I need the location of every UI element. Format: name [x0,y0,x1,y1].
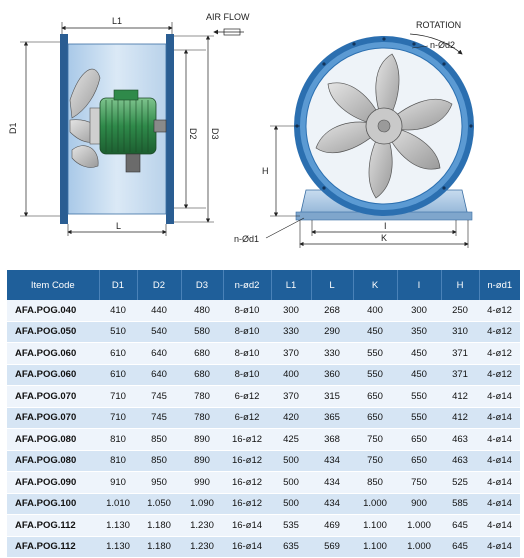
cell-d2: 440 [137,300,181,321]
cell-l1: 300 [271,300,311,321]
header-item-code: Item Code [7,270,99,300]
cell-n-d2: 16-ø12 [223,493,271,515]
cell-n-d1: 4-ø14 [479,536,520,558]
cell-n-d1: 4-ø14 [479,515,520,537]
cell-l: 268 [311,300,353,321]
cell-n-d2: 16-ø14 [223,536,271,558]
cell-l1: 500 [271,493,311,515]
cell-n-d2: 16-ø12 [223,472,271,494]
cell-d3: 1.230 [181,515,223,537]
cell-l1: 425 [271,429,311,451]
table-row [7,321,520,343]
cell-n-d1: 4-ø14 [479,450,520,472]
cell-d3: 580 [181,321,223,343]
cell-k: 750 [353,429,397,451]
cell-n-d1: 4-ø12 [479,321,520,343]
dim-d2-label: D2 [188,128,198,140]
cell-n-d1: 4-ø14 [479,386,520,408]
cell-n-d1: 4-ø12 [479,343,520,365]
cell-d3: 890 [181,450,223,472]
cell-n-d2: 6-ø12 [223,386,271,408]
cell-d2: 1.050 [137,493,181,515]
cell-d3: 780 [181,386,223,408]
table-row [7,493,520,515]
cell-item-code: AFA.POG.060 [7,343,99,365]
cell-h: 585 [441,493,479,515]
cell-item-code: AFA.POG.050 [7,321,99,343]
cell-l: 315 [311,386,353,408]
table-row [7,536,520,558]
cell-n-d2: 16-ø12 [223,450,271,472]
cell-d1: 710 [99,407,137,429]
cell-item-code: AFA.POG.070 [7,386,99,408]
cell-d1: 710 [99,386,137,408]
cell-i: 550 [397,386,441,408]
cell-h: 412 [441,407,479,429]
dim-k-label: K [381,233,388,243]
cell-d3: 680 [181,364,223,386]
dim-l-label: L [116,221,122,231]
cell-item-code: AFA.POG.040 [7,300,99,321]
cell-d1: 1.130 [99,515,137,537]
header-n-d1: n-ød1 [479,270,520,300]
cell-d3: 990 [181,472,223,494]
cell-l1: 330 [271,321,311,343]
cell-n-d2: 8-ø10 [223,343,271,365]
cell-item-code: AFA.POG.080 [7,429,99,451]
table-row [7,386,520,408]
cell-l1: 420 [271,407,311,429]
cell-d1: 810 [99,429,137,451]
cell-item-code: AFA.POG.070 [7,407,99,429]
cell-n-d2: 6-ø12 [223,407,271,429]
cell-h: 463 [441,450,479,472]
cell-d3: 1.090 [181,493,223,515]
cell-k: 1.100 [353,536,397,558]
cell-d1: 610 [99,364,137,386]
cell-k: 550 [353,343,397,365]
dim-i-label: I [384,221,387,231]
dim-d3-label: D3 [210,128,220,140]
table-row [7,407,520,429]
cell-d2: 1.180 [137,515,181,537]
cell-l1: 635 [271,536,311,558]
header-n-d2: n-ød2 [223,270,271,300]
cell-n-d1: 4-ø14 [479,472,520,494]
cell-n-d1: 4-ø12 [479,364,520,386]
cell-d2: 1.180 [137,536,181,558]
cell-d3: 780 [181,407,223,429]
cell-l: 365 [311,407,353,429]
cell-h: 310 [441,321,479,343]
table-body [7,300,520,558]
cell-i: 1.000 [397,515,441,537]
cell-item-code: AFA.POG.112 [7,536,99,558]
cell-d1: 510 [99,321,137,343]
cell-n-d1: 4-ø14 [479,407,520,429]
table-row [7,364,520,386]
cell-d1: 1.130 [99,536,137,558]
cell-n-d1: 4-ø14 [479,493,520,515]
table-row [7,515,520,537]
cell-k: 650 [353,407,397,429]
air-flow-label: AIR FLOW [206,12,250,22]
cell-n-d1: 4-ø12 [479,300,520,321]
cell-l1: 500 [271,472,311,494]
cell-l: 569 [311,536,353,558]
header-i: I [397,270,441,300]
cell-i: 1.000 [397,536,441,558]
header-d2: D2 [137,270,181,300]
cell-h: 645 [441,536,479,558]
cell-d1: 610 [99,343,137,365]
cell-d3: 480 [181,300,223,321]
cell-item-code: AFA.POG.060 [7,364,99,386]
cell-k: 750 [353,450,397,472]
cell-k: 450 [353,321,397,343]
cell-i: 900 [397,493,441,515]
cell-d3: 680 [181,343,223,365]
cell-k: 550 [353,364,397,386]
cell-i: 450 [397,364,441,386]
cell-l: 330 [311,343,353,365]
cell-k: 650 [353,386,397,408]
dim-l1-label: L1 [112,16,123,26]
cell-l: 290 [311,321,353,343]
cell-h: 371 [441,364,479,386]
front-view [234,20,474,248]
cell-n-d2: 16-ø12 [223,429,271,451]
cell-d2: 540 [137,321,181,343]
cell-d2: 850 [137,450,181,472]
cell-k: 400 [353,300,397,321]
cell-d1: 1.010 [99,493,137,515]
cell-i: 550 [397,407,441,429]
header-h: H [441,270,479,300]
cell-l: 360 [311,364,353,386]
header-l: L [311,270,353,300]
cell-item-code: AFA.POG.100 [7,493,99,515]
cell-l: 469 [311,515,353,537]
cell-d2: 745 [137,407,181,429]
cell-i: 650 [397,450,441,472]
cell-h: 250 [441,300,479,321]
cell-k: 1.000 [353,493,397,515]
fan-technical-drawing [0,0,524,262]
dim-d1-label: D1 [8,122,18,134]
cell-d3: 890 [181,429,223,451]
cell-d3: 1.230 [181,536,223,558]
cell-n-d2: 8-ø10 [223,321,271,343]
table-row [7,300,520,321]
table-row [7,450,520,472]
cell-i: 350 [397,321,441,343]
cell-d2: 950 [137,472,181,494]
table-row [7,343,520,365]
cell-k: 1.100 [353,515,397,537]
dim-h-label: H [262,166,269,176]
cell-item-code: AFA.POG.090 [7,472,99,494]
cell-d2: 640 [137,343,181,365]
cell-h: 371 [441,343,479,365]
table-header-row [7,270,520,300]
cell-l1: 535 [271,515,311,537]
specification-table [7,270,520,558]
header-d1: D1 [99,270,137,300]
cell-l1: 500 [271,450,311,472]
cell-i: 750 [397,472,441,494]
cell-n-d2: 16-ø14 [223,515,271,537]
cell-item-code: AFA.POG.112 [7,515,99,537]
cell-d1: 810 [99,450,137,472]
air-flow-arrow-icon [214,29,244,35]
cell-h: 525 [441,472,479,494]
cell-l1: 370 [271,343,311,365]
cell-i: 450 [397,343,441,365]
cell-d2: 850 [137,429,181,451]
table-row [7,472,520,494]
cell-l1: 400 [271,364,311,386]
cell-l: 434 [311,450,353,472]
cell-n-d2: 8-ø10 [223,300,271,321]
cell-d1: 410 [99,300,137,321]
cell-h: 463 [441,429,479,451]
cell-n-d1: 4-ø14 [479,429,520,451]
cell-d2: 640 [137,364,181,386]
side-view [8,12,250,236]
table-row [7,429,520,451]
cell-h: 645 [441,515,479,537]
cell-i: 300 [397,300,441,321]
cell-i: 650 [397,429,441,451]
cell-l: 368 [311,429,353,451]
cell-d1: 910 [99,472,137,494]
header-l1: L1 [271,270,311,300]
cell-h: 412 [441,386,479,408]
cell-k: 850 [353,472,397,494]
cell-l: 434 [311,472,353,494]
dim-n-d2-label: n-Ød2 [430,40,456,50]
dim-n-d1-label: n-Ød1 [234,234,260,244]
header-k: K [353,270,397,300]
header-d3: D3 [181,270,223,300]
cell-d2: 745 [137,386,181,408]
cell-n-d2: 8-ø10 [223,364,271,386]
cell-l: 434 [311,493,353,515]
rotation-label: ROTATION [416,20,462,30]
cell-item-code: AFA.POG.080 [7,450,99,472]
cell-l1: 370 [271,386,311,408]
